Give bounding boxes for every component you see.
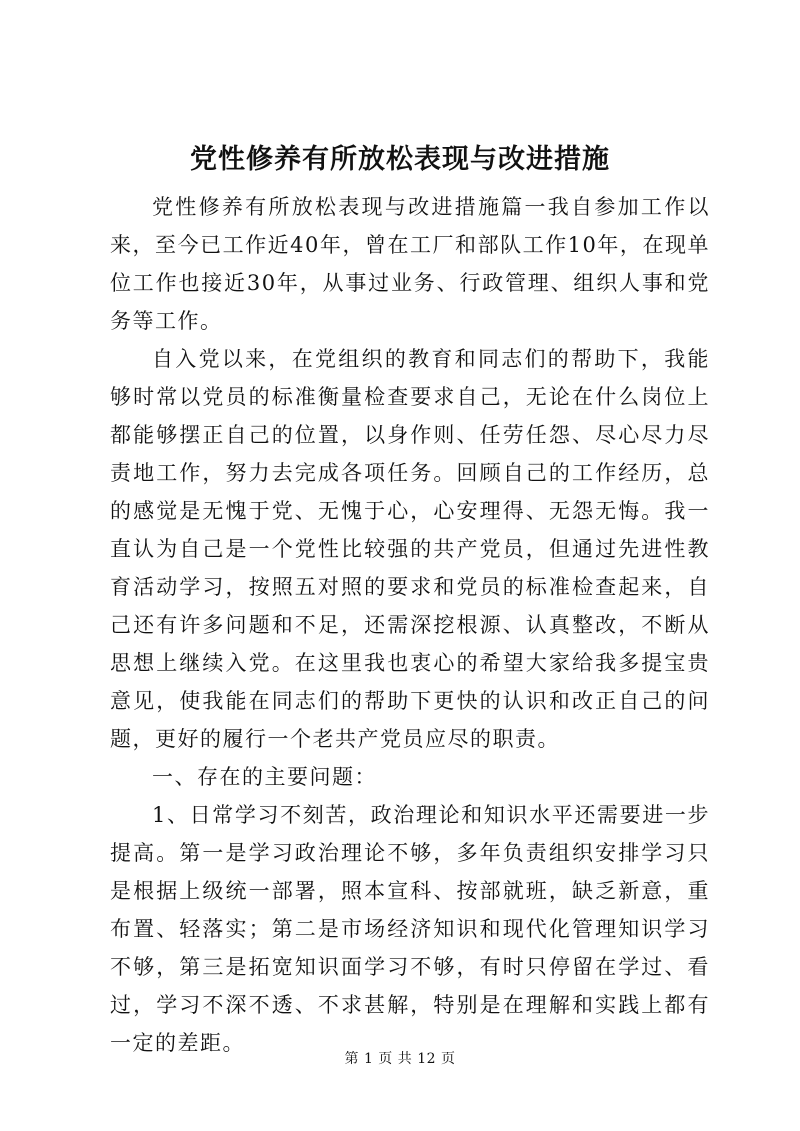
- paragraph-self-review: 自入党以来，在党组织的教育和同志们的帮助下，我能够时常以党员的标准衡量检查要求自己，无论在什么岗位上都能够摆正自己的位置，以身作则、任劳任怨、尽心尽力尽责地工作，努力去完成各项任务。回顾自己的工作经历，总的感觉是无愧于党、无愧于心，心安理得、无怨无悔。我一直认为自己是一个党性比较强的共产党员，但通过先进性教育活动学习，按照五对照的要求和党员的标准检查起来，自己还有许多问题和不足，还需深挖根源、认真整改，不断从思想上继续入党。在这里我也衷心的希望大家给我多提宝贵意见，使我能在同志们的帮助下更快的认识和改正自己的问题，更好的履行一个老共产党员应尽的职责。: [110, 347, 710, 751]
- document-title: 党性修养有所放松表现与改进措施: [190, 144, 610, 175]
- page-number-footer: 第 1 页 共 12 页: [344, 1051, 456, 1067]
- section-heading-main-problems: 一、存在的主要问题：: [152, 765, 377, 789]
- document-body: [110, 188, 710, 1062]
- paragraph-problem-1: 1、日常学习不刻苦，政治理论和知识水平还需要进一步提高。第一是学习政治理论不够，多年负责组织安排学习只是根据上级统一部署，照本宣科、按部就班，缺乏新意，重布置、轻落实；第二是市场经济知识和现代化管理知识学习不够，第三是拓宽知识面学习不够，有时只停留在学过、看过，学习不深不透、不求甚解，特别是在理解和实践上都有一定的差距。: [110, 803, 710, 1055]
- paragraph-intro: 党性修养有所放松表现与改进措施篇一我自参加工作以来，至今已工作近40年，曾在工厂和部队工作10年，在现单位工作也接近30年，从事过业务、行政管理、组织人事和党务等工作。: [110, 195, 710, 333]
